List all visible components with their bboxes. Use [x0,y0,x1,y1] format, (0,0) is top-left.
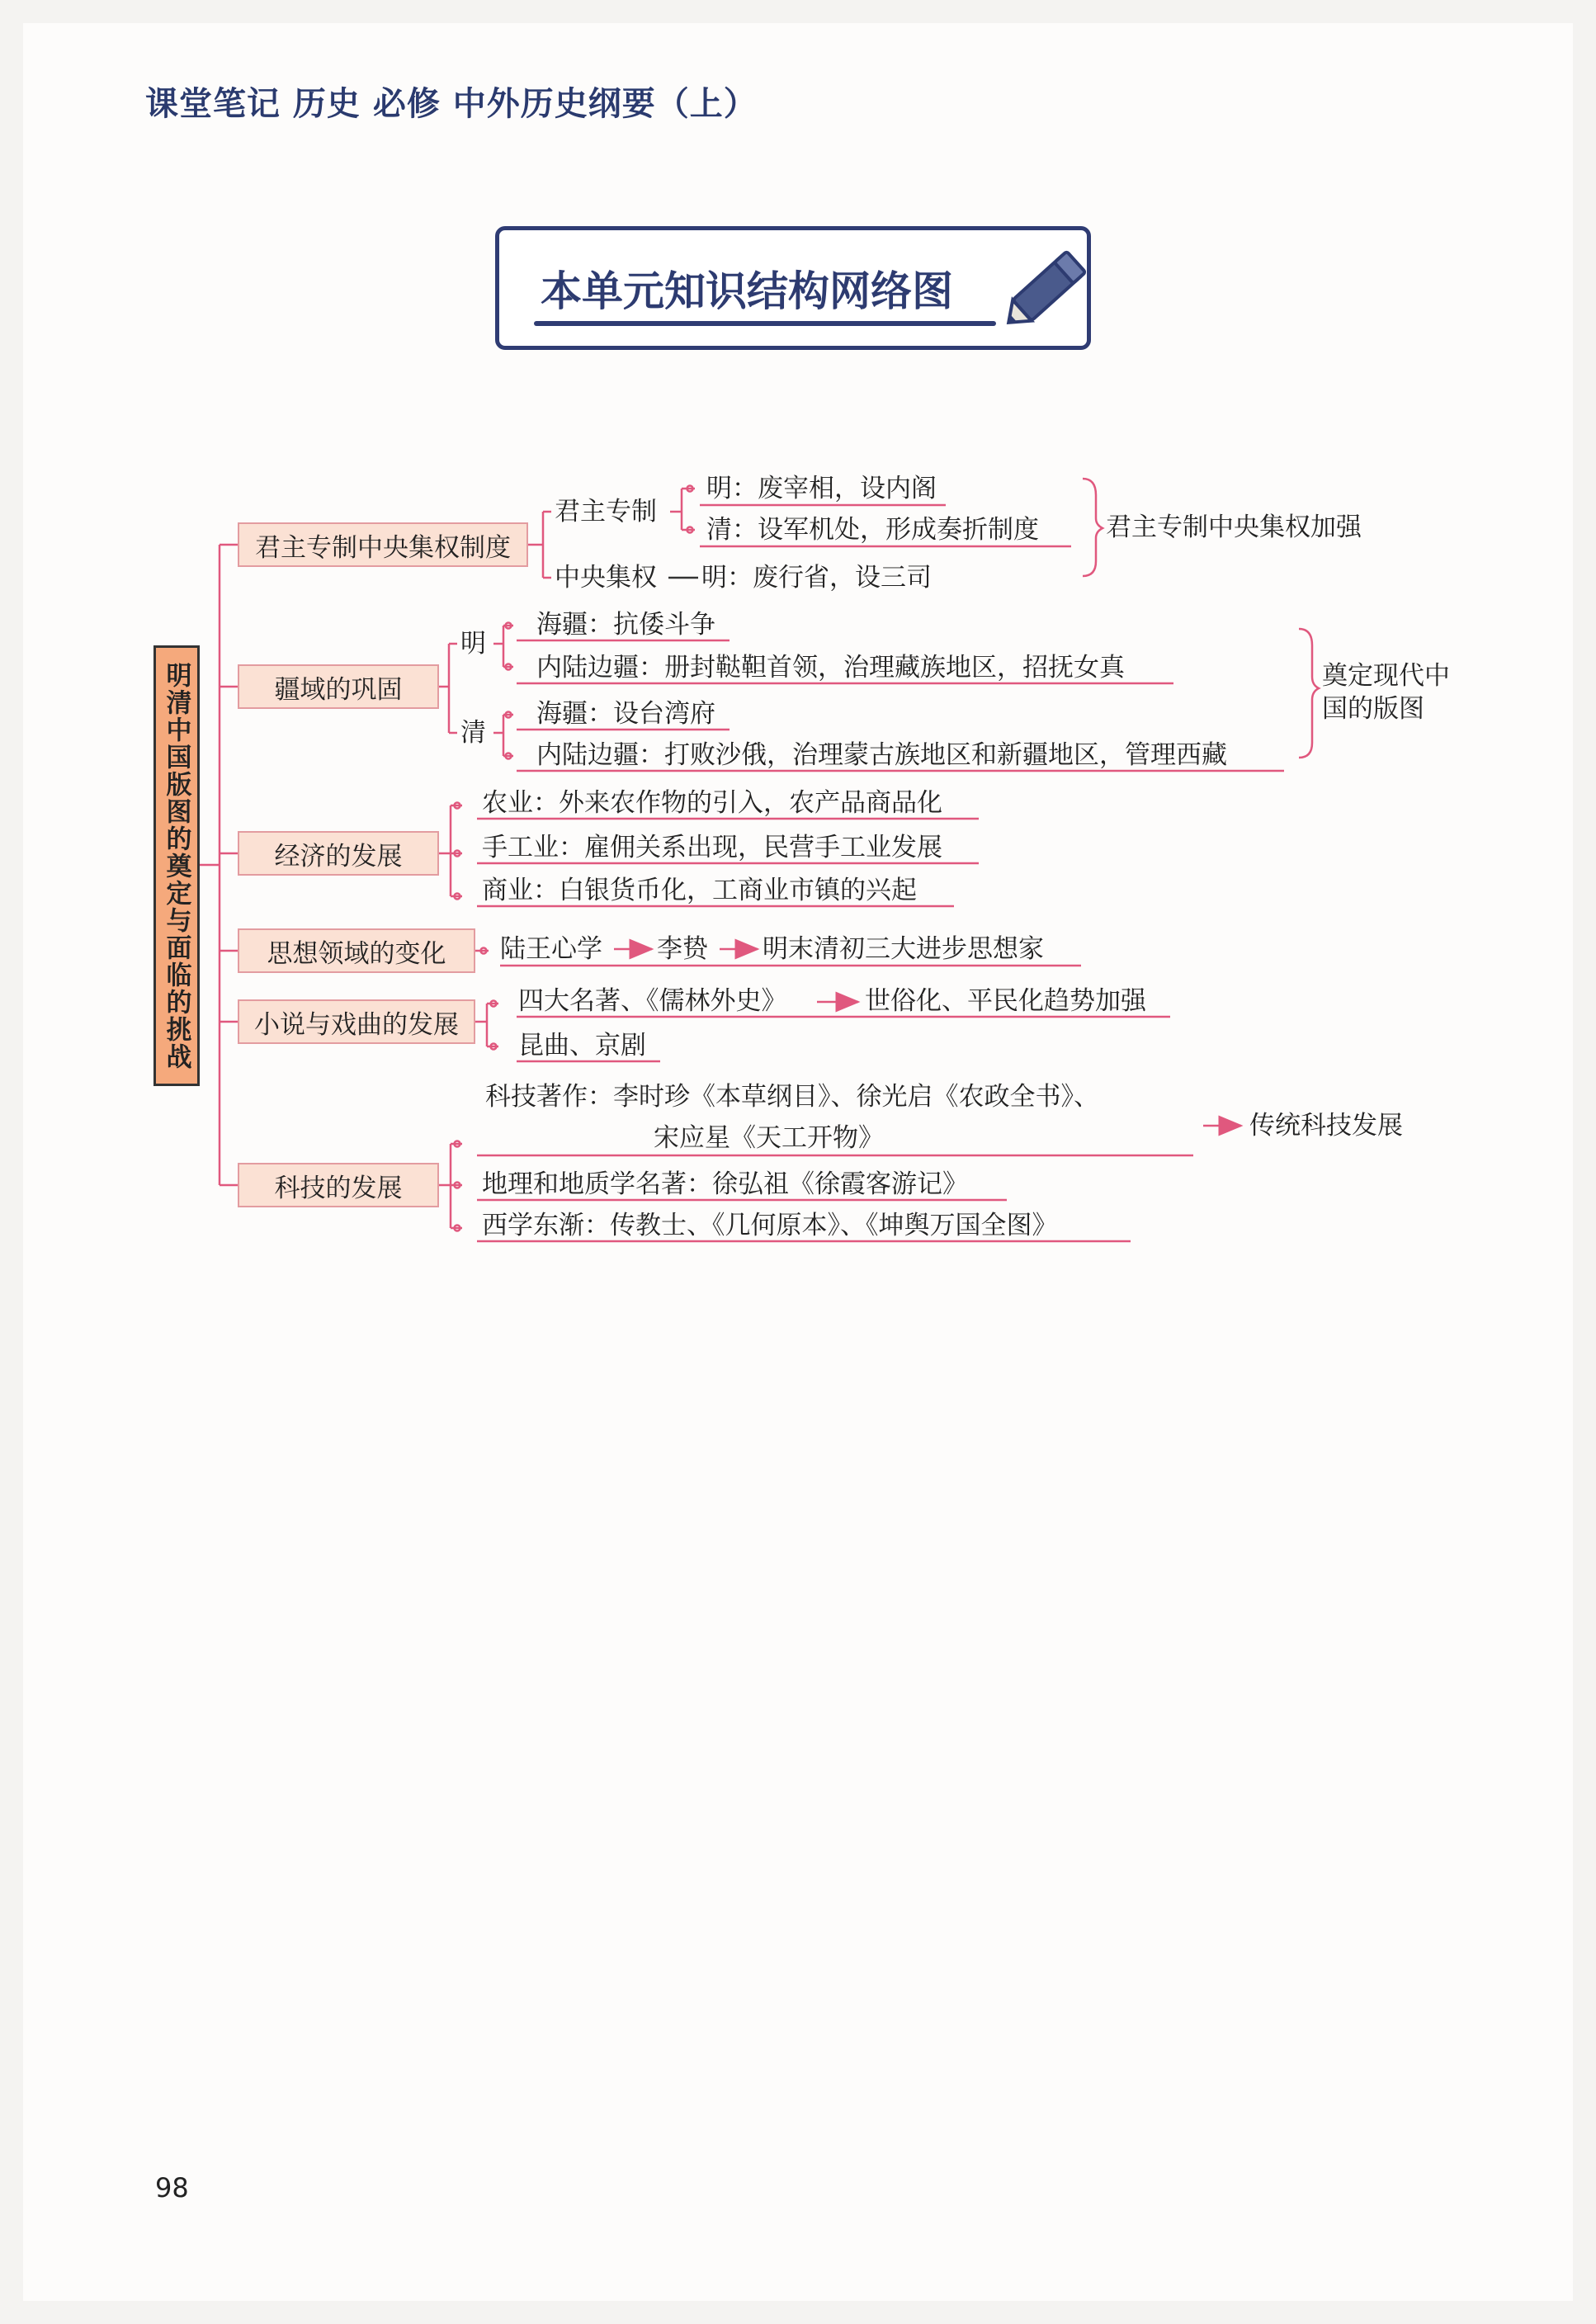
science-works-1: 科技著作：李时珍《本草纲目》、徐光启《农政全书》、 [485,1082,1099,1112]
ming-inland: 内陆边疆：册封鞑靼首领，治理藏族地区，招抚女真 [536,653,1125,683]
category-science: 科技的发展 [238,1163,439,1207]
root-node: 明清中国版图的奠定与面临的挑战 [153,645,200,1086]
qing-maritime: 海疆：设台湾府 [536,699,715,729]
literature-opera: 昆曲、京剧 [518,1031,646,1060]
science-result: 传统科技发展 [1249,1111,1403,1141]
thought-luwang: 陆王心学 [500,934,602,964]
page-title: 本单元知识结构网络图 [541,267,953,315]
category-monarchy: 君主专制中央集权制度 [238,522,528,567]
qing-inland: 内陆边疆：打败沙俄，治理蒙古族地区和新疆地区，管理西藏 [536,740,1227,770]
category-territory: 疆域的巩固 [238,664,439,709]
page-header: 课堂笔记 历史 必修 中外历史纲要（上） [145,85,758,123]
category-thought: 思想领域的变化 [238,928,475,973]
territory-summary-1: 奠定现代中 [1322,661,1450,691]
science-geography: 地理和地质学名著：徐弘祖《徐霞客游记》 [482,1169,968,1199]
monarchy-label: 君主专制 [555,497,657,527]
ming-label: 明 [460,629,486,659]
science-western: 西学东渐：传教士、《几何原本》、《坤舆万国全图》 [482,1211,1058,1240]
thought-lizhi: 李贽 [657,934,708,964]
economy-commerce: 商业：白银货币化，工商业市镇的兴起 [482,876,917,905]
territory-summary-2: 国的版图 [1322,694,1424,724]
literature-trend: 世俗化、平民化趋势加强 [865,986,1146,1016]
ming-provinces: 明：废行省，设三司 [701,563,932,593]
science-works-2: 宋应星《天工开物》 [654,1123,884,1153]
centralization-label: 中央集权 [555,563,657,593]
economy-agriculture: 农业：外来农作物的引入，农产品商品化 [482,788,942,818]
category-economy: 经济的发展 [238,831,439,876]
literature-novels: 四大名著、《儒林外史》 [518,986,787,1016]
qing-label: 清 [460,718,486,748]
thought-three-thinkers: 明末清初三大进步思想家 [763,934,1044,964]
ming-maritime: 海疆：抗倭斗争 [536,610,715,640]
economy-handicraft: 手工业：雇佣关系出现，民营手工业发展 [482,833,942,862]
monarchy-summary: 君主专制中央集权加强 [1106,513,1362,542]
ming-cabinet: 明：废宰相，设内阁 [706,474,937,503]
qing-grand-council: 清：设军机处，形成奏折制度 [706,515,1039,545]
page-number: 98 [155,2172,189,2204]
category-literature: 小说与戏曲的发展 [238,999,475,1044]
